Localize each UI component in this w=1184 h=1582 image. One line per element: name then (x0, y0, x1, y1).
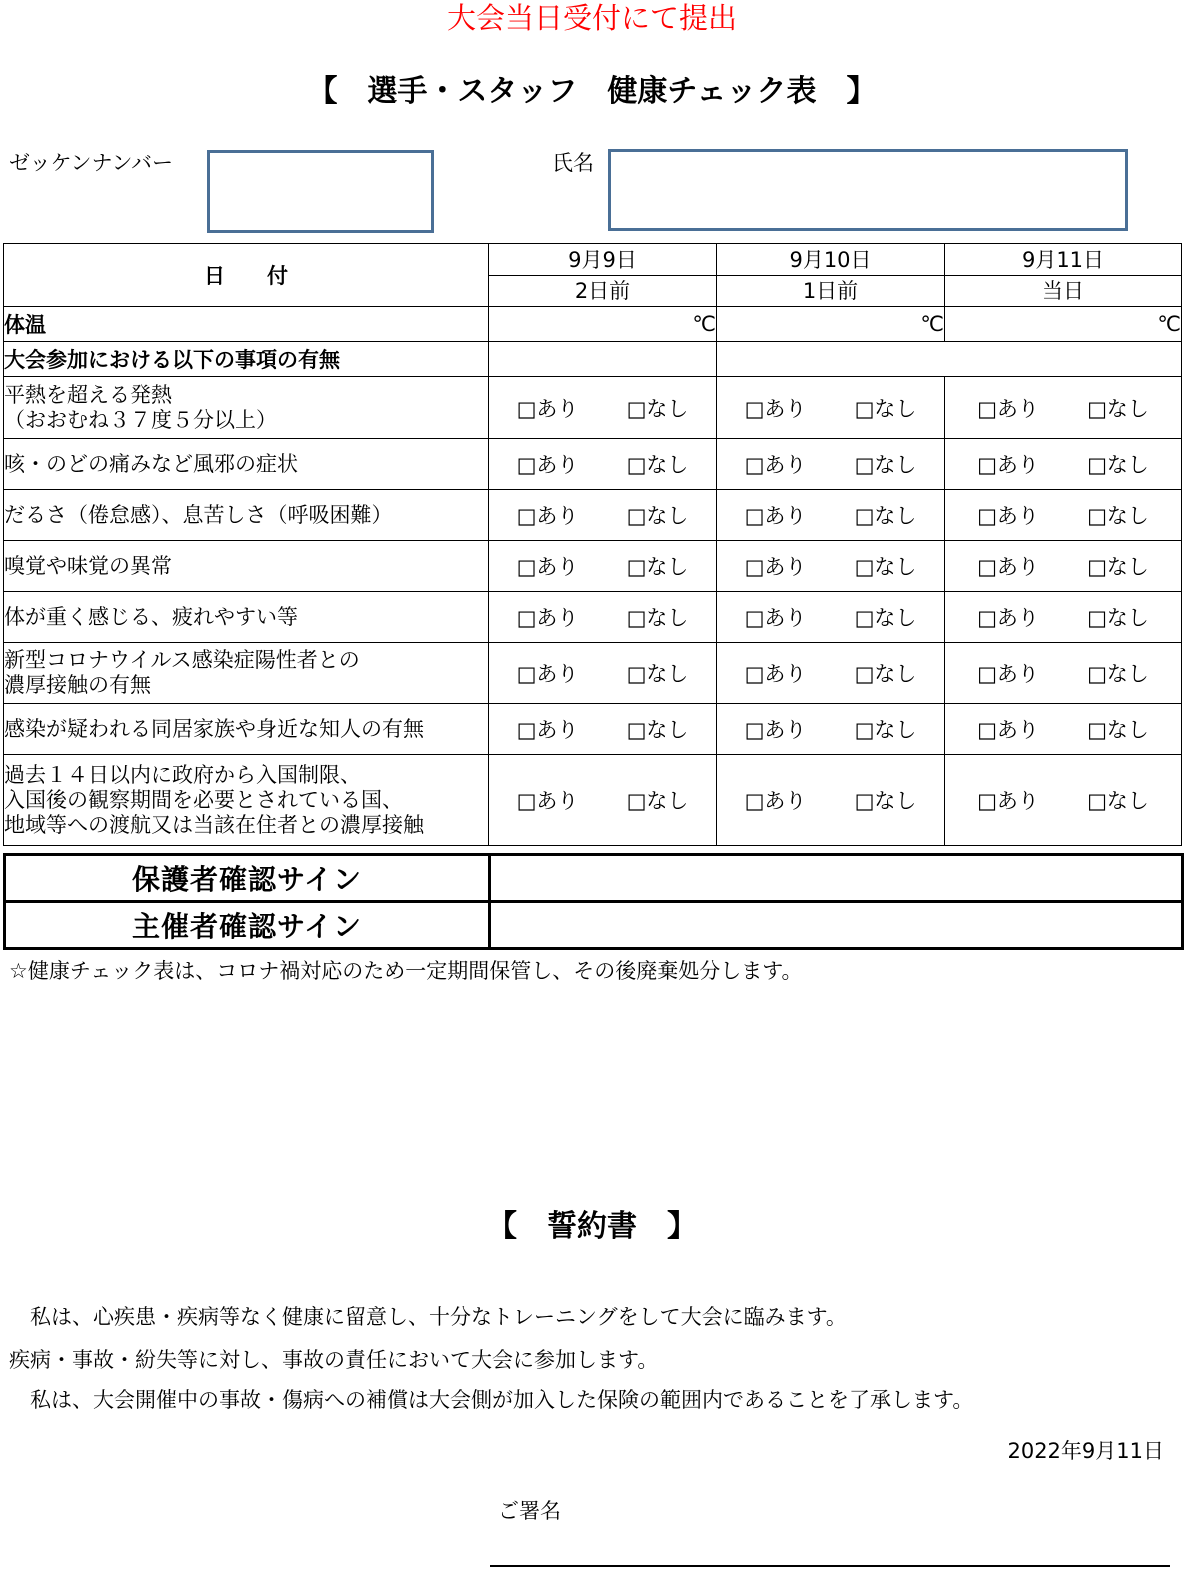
pledge-line-2: 疾病・事故・紛失等に対し、事故の責任において大会に参加します。 (9, 1348, 659, 1372)
yes-checkbox[interactable]: □あり (516, 789, 579, 813)
yes-checkbox[interactable]: □あり (977, 789, 1039, 813)
option-cell (489, 755, 717, 846)
no-checkbox[interactable]: □なし (1087, 396, 1149, 421)
organizer-sign-label: 主催者確認サイン (5, 902, 490, 949)
option-cell (717, 643, 945, 704)
yes-checkbox[interactable]: □あり (744, 555, 807, 579)
option-cell (717, 490, 945, 541)
temperature-day1[interactable]: ℃ (489, 307, 717, 342)
pledge-title: 【 誓約書 】 (487, 1209, 697, 1244)
yes-checkbox[interactable]: □あり (744, 662, 807, 686)
no-checkbox[interactable]: □なし (854, 606, 917, 630)
option-cell (717, 377, 945, 439)
no-checkbox[interactable]: □なし (626, 606, 689, 630)
organizer-sign-field[interactable] (490, 902, 1183, 949)
date-day2: 9月10日 (717, 244, 945, 276)
health-check-table (3, 243, 1182, 846)
no-checkbox[interactable]: □なし (626, 453, 689, 477)
no-checkbox[interactable]: □なし (1087, 504, 1149, 528)
pledge-date: 2022年9月11日 (1007, 1439, 1164, 1463)
yes-checkbox[interactable]: □あり (744, 789, 807, 813)
yes-checkbox[interactable]: □あり (977, 606, 1039, 630)
section-label: 大会参加における以下の事項の有無 (4, 342, 489, 377)
no-checkbox[interactable]: □なし (854, 396, 917, 421)
yes-checkbox[interactable]: □あり (977, 662, 1039, 686)
option-cell (489, 592, 717, 643)
no-checkbox[interactable]: □なし (1087, 453, 1149, 477)
submission-notice: 大会当日受付にて提出 (446, 1, 737, 35)
no-checkbox[interactable]: □なし (626, 662, 689, 686)
table-row (4, 377, 1182, 439)
option-cell (717, 541, 945, 592)
no-checkbox[interactable]: □なし (1087, 555, 1149, 579)
table-row (4, 643, 1182, 704)
table-row (4, 755, 1182, 846)
no-checkbox[interactable]: □なし (854, 718, 917, 742)
option-cell (717, 704, 945, 755)
item-label: 過去１４日以内に政府から入国制限、 入国後の観察期間を必要とされている国、 地域等への渡航又は当該在住者との濃厚接触 (4, 755, 489, 846)
section-blank-cell (489, 342, 717, 377)
no-checkbox[interactable]: □なし (854, 662, 917, 686)
option-cell (489, 490, 717, 541)
option-cell (945, 541, 1182, 592)
no-checkbox[interactable]: □なし (626, 718, 689, 742)
relative-day3: 当日 (945, 276, 1182, 307)
option-cell (489, 704, 717, 755)
option-cell (489, 439, 717, 490)
no-checkbox[interactable]: □なし (626, 504, 689, 528)
page-title: 【 選手・スタッフ 健康チェック表 】 (307, 74, 877, 109)
yes-checkbox[interactable]: □あり (977, 718, 1039, 742)
no-checkbox[interactable]: □なし (1087, 662, 1149, 686)
guardian-sign-label: 保護者確認サイン (5, 855, 490, 902)
no-checkbox[interactable]: □なし (1087, 718, 1149, 742)
yes-checkbox[interactable]: □あり (516, 396, 579, 421)
table-row (4, 592, 1182, 643)
bib-number-label: ゼッケンナンバー (9, 151, 174, 175)
no-checkbox[interactable]: □なし (626, 555, 689, 579)
item-label: 新型コロナウイルス感染症陽性者との 濃厚接触の有無 (4, 643, 489, 704)
date-day3: 9月11日 (945, 244, 1182, 276)
yes-checkbox[interactable]: □あり (744, 453, 807, 477)
yes-checkbox[interactable]: □あり (516, 718, 579, 742)
pledge-line-3: 私は、大会開催中の事故・傷病への補償は大会側が加入した保険の範囲内であることを了承します。 (9, 1388, 974, 1412)
no-checkbox[interactable]: □なし (854, 453, 917, 477)
yes-checkbox[interactable]: □あり (516, 555, 579, 579)
option-cell (489, 541, 717, 592)
temperature-day3[interactable]: ℃ (945, 307, 1182, 342)
item-label: 嗅覚や味覚の異常 (4, 541, 489, 592)
yes-checkbox[interactable]: □あり (977, 555, 1039, 579)
no-checkbox[interactable]: □なし (854, 555, 917, 579)
temperature-label: 体温 (4, 307, 489, 342)
yes-checkbox[interactable]: □あり (516, 662, 579, 686)
no-checkbox[interactable]: □なし (854, 789, 917, 813)
yes-checkbox[interactable]: □あり (977, 453, 1039, 477)
date-day1: 9月9日 (489, 244, 717, 276)
name-field[interactable] (608, 149, 1128, 231)
option-cell (717, 755, 945, 846)
signature-line[interactable] (490, 1565, 1170, 1567)
table-row (4, 490, 1182, 541)
option-cell (945, 490, 1182, 541)
option-cell (717, 592, 945, 643)
option-cell (945, 439, 1182, 490)
pledge-line-1: 私は、心疾患・疾病等なく健康に留意し、十分なトレーニングをして大会に臨みます。 (9, 1305, 847, 1329)
option-cell (945, 643, 1182, 704)
yes-checkbox[interactable]: □あり (744, 396, 807, 421)
no-checkbox[interactable]: □なし (1087, 606, 1149, 630)
item-label: 咳・のどの痛みなど風邪の症状 (4, 439, 489, 490)
option-cell (945, 592, 1182, 643)
table-row (4, 541, 1182, 592)
item-label: 体が重く感じる、疲れやすい等 (4, 592, 489, 643)
relative-day1: 2日前 (489, 276, 717, 307)
yes-checkbox[interactable]: □あり (744, 718, 807, 742)
section-blank-cell (717, 342, 1182, 377)
yes-checkbox[interactable]: □あり (516, 453, 579, 477)
item-label: だるさ（倦怠感）、息苦しさ（呼吸困難） (4, 490, 489, 541)
option-cell (945, 755, 1182, 846)
yes-checkbox[interactable]: □あり (516, 606, 579, 630)
yes-checkbox[interactable]: □あり (516, 504, 579, 528)
option-cell (945, 704, 1182, 755)
signature-table (3, 853, 1184, 950)
item-label: 平熱を超える発熱 （おおむね３７度５分以上） (4, 377, 489, 439)
bib-number-field[interactable] (207, 150, 434, 233)
option-cell (489, 377, 717, 439)
table-row (4, 704, 1182, 755)
no-checkbox[interactable]: □なし (1087, 789, 1149, 813)
yes-checkbox[interactable]: □あり (744, 504, 807, 528)
yes-checkbox[interactable]: □あり (977, 504, 1039, 528)
item-label: 感染が疑われる同居家族や身近な知人の有無 (4, 704, 489, 755)
yes-checkbox[interactable]: □あり (977, 396, 1039, 421)
no-checkbox[interactable]: □なし (854, 504, 917, 528)
temperature-day2[interactable]: ℃ (717, 307, 945, 342)
option-cell (717, 439, 945, 490)
no-checkbox[interactable]: □なし (626, 396, 689, 421)
name-label: 氏名 (552, 151, 594, 175)
guardian-sign-field[interactable] (490, 855, 1183, 902)
table-row (4, 439, 1182, 490)
yes-checkbox[interactable]: □あり (744, 606, 807, 630)
signature-label: ご署名 (498, 1499, 561, 1523)
no-checkbox[interactable]: □なし (626, 789, 689, 813)
option-cell (945, 377, 1182, 439)
date-header: 日 付 (4, 244, 489, 307)
relative-day2: 1日前 (717, 276, 945, 307)
retention-note: ☆健康チェック表は、コロナ禍対応のため一定期間保管し、その後廃棄処分します。 (9, 959, 803, 983)
option-cell (489, 643, 717, 704)
